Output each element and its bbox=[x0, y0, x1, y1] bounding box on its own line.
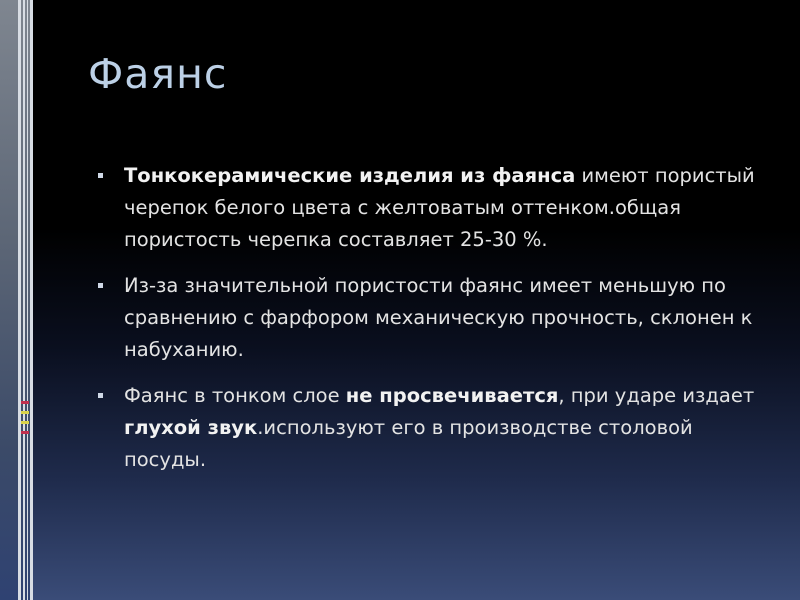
bullet-text: Фаянс в тонком слое bbox=[124, 384, 346, 407]
bullet-text: .используют его в производстве столовой посуды. bbox=[124, 416, 693, 471]
tick-red-1 bbox=[21, 401, 29, 404]
bullet-bold-text: Тонкокерамические изделия из фаянса bbox=[124, 164, 576, 187]
bullet-marker-icon bbox=[98, 393, 103, 398]
tick-red-2 bbox=[21, 431, 29, 434]
bullet-bold-text: не просвечивается bbox=[345, 384, 559, 407]
slide-title: Фаянс bbox=[88, 50, 228, 98]
vertical-bars-decoration bbox=[18, 0, 34, 600]
bullet-marker-icon bbox=[98, 173, 103, 178]
bullet-text: , при ударе издает bbox=[558, 384, 755, 407]
bullet-text: имеют пористый черепок белого цвета с желтоватым оттенком.общая пористость черепка составляет 25-30 %. bbox=[124, 164, 755, 251]
bullet-item bbox=[98, 270, 758, 366]
tick-yellow-2 bbox=[21, 421, 29, 424]
tick-yellow-1 bbox=[21, 411, 29, 414]
bullet-list bbox=[98, 160, 758, 490]
bullet-item bbox=[98, 380, 758, 476]
bullet-item bbox=[98, 160, 758, 256]
bullet-text: Из-за значительной пористости фаянс имеет меньшую по сравнению с фарфором механическую прочность, склонен к набуханию. bbox=[124, 274, 753, 361]
bullet-bold-text: глухой звук bbox=[124, 416, 258, 439]
bullet-marker-icon bbox=[98, 283, 103, 288]
